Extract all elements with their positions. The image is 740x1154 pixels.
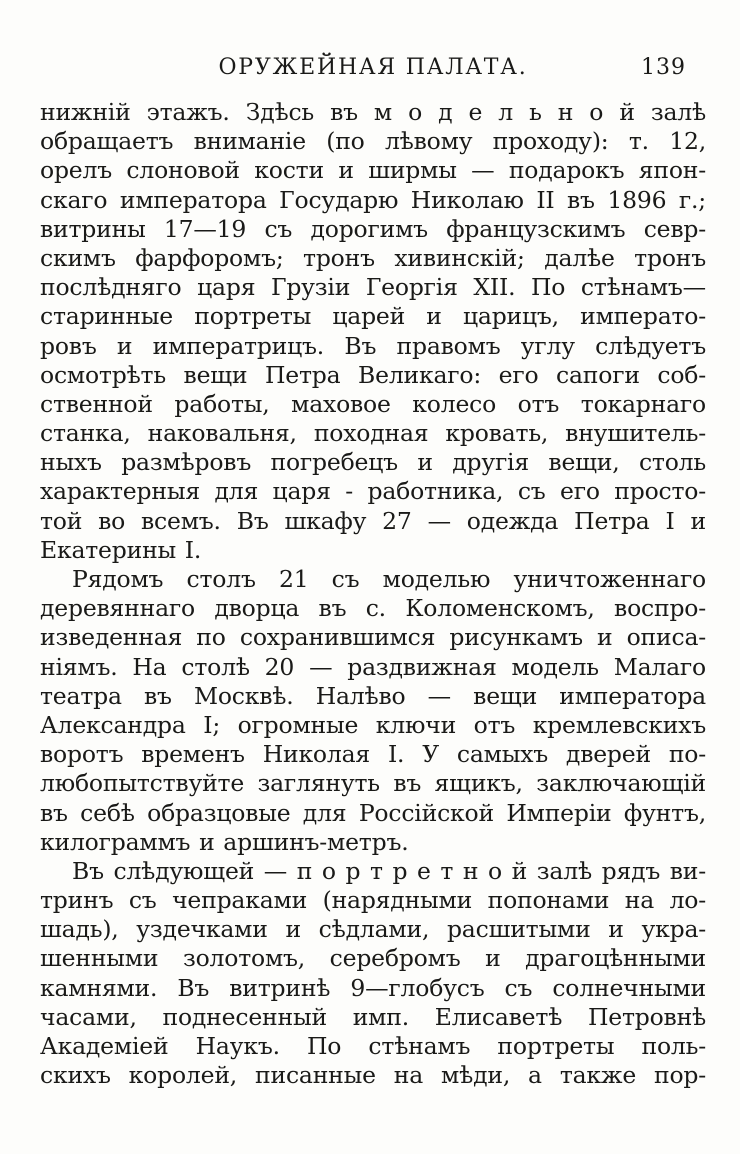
text-line: той во всемъ. Въ шкафу 27 — одежда Петра I и	[40, 506, 706, 535]
text-line: характерныя для царя - работника, съ его просто-	[40, 477, 706, 506]
text-line: Въ слѣдующей — п о р т р е т н о й залѣ рядъ ви-	[72, 856, 706, 885]
text-line: скаго императора Государю Николаю II въ 1896 г.;	[40, 185, 706, 214]
text-line: часами, поднесенный имп. Елисаветѣ Петровнѣ	[40, 1002, 706, 1031]
text-line: послѣдняго царя Грузіи Георгія XII. По стѣнамъ—	[40, 273, 706, 302]
text-line: театра въ Москвѣ. Налѣво — вещи императора	[40, 681, 706, 710]
paragraph	[40, 98, 706, 565]
text-line: нижній этажъ. Здѣсь въ м о д е л ь н о й залѣ	[40, 98, 706, 126]
text-line: Екатерины I.	[40, 535, 202, 564]
page-body	[40, 98, 706, 1090]
text-line: шадь), уздечками и сѣдлами, расшитыми и укра-	[40, 915, 706, 944]
text-line: камнями. Въ витринѣ 9—глобусъ съ солнечными	[40, 973, 706, 1002]
text-line: деревяннаго дворца въ с. Коломенскомъ, воспро-	[40, 594, 706, 623]
text-line: орелъ слоновой кости и ширмы — подарокъ япон-	[40, 156, 706, 185]
text-line: Александра I; огромные ключи отъ кремлевскихъ	[40, 710, 706, 739]
text-line: обращаетъ вниманіе (по лѣвому проходу): т. 12,	[40, 127, 706, 156]
text-line: скимъ фарфоромъ; тронъ хивинскій; далѣе тронъ	[40, 243, 706, 272]
text-line: осмотрѣть вещи Петра Великаго: его сапоги соб-	[40, 360, 706, 389]
text-line: станка, наковальня, походная кровать, внушитель-	[40, 419, 706, 448]
text-line: тринъ съ чепраками (нарядными попонами на ло-	[40, 886, 706, 915]
text-line: воротъ временъ Николая I. У самыхъ дверей по-	[40, 740, 706, 769]
text-line: ровъ и императрицъ. Въ правомъ углу слѣдуетъ	[40, 331, 706, 360]
page-number: 139	[641, 55, 686, 80]
text-line: ственной работы, маховое колесо отъ токарнаго	[40, 389, 706, 418]
text-line: любопытствуйте заглянуть въ ящикъ, заключающій	[40, 769, 706, 798]
text-line: Рядомъ столъ 21 съ моделью уничтоженнаго	[72, 565, 706, 593]
page-header	[40, 55, 706, 83]
text-line: витрины 17—19 съ дорогимъ французскимъ севр-	[40, 214, 706, 243]
text-line: килограммъ и аршинъ-метръ.	[40, 827, 409, 856]
text-line: ніямъ. На столѣ 20 — раздвижная модель Малаго	[40, 652, 706, 681]
text-line: скихъ королей, писанные на мѣди, а также пор-	[40, 1061, 706, 1090]
text-line: въ себѣ образцовые для Россійской Имперіи фунтъ,	[40, 798, 706, 827]
text-line: ныхъ размѣровъ погребецъ и другія вещи, столь	[40, 448, 706, 477]
text-line: шенными золотомъ, серебромъ и драгоцѣнными	[40, 944, 706, 973]
paragraph	[40, 565, 706, 857]
text-line: старинные портреты царей и царицъ, императо-	[40, 302, 706, 331]
paragraph	[40, 857, 706, 1091]
text-line: Академіей Наукъ. По стѣнамъ портреты поль-	[40, 1032, 706, 1060]
running-title: ОРУЖЕЙНАЯ ПАЛАТА.	[218, 55, 528, 80]
text-line: изведенная по сохранившимся рисункамъ и описа-	[40, 623, 706, 652]
